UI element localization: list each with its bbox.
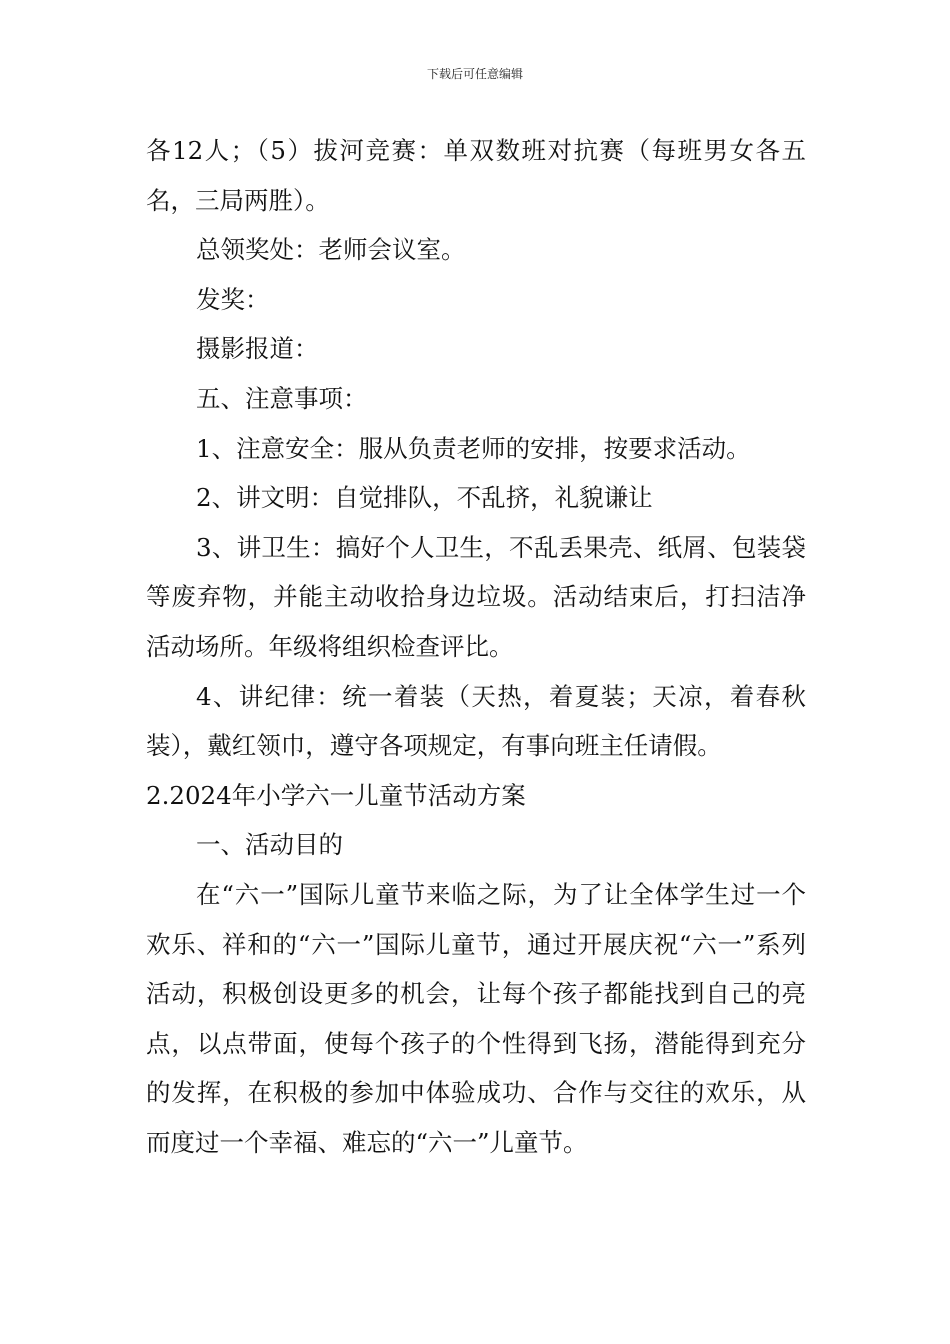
paragraph-purpose-body: 在“六一”国际儿童节来临之际，为了让全体学生过一个欢乐、祥和的“六一”国际儿童节，通过开展庆祝“六一”系列活动，积极创设更多的机会，让每个孩子都能找到自己的亮点，以点带面，使每个孩子的个性得到飞扬，潜能得到充分的发挥，在积极的参加中体验成功、合作与交往的欢乐，从而度过一个幸福、难忘的“六一”儿童节。 xyxy=(146,879,806,1157)
paragraph-award-location: 总领奖处：老师会议室。 xyxy=(196,235,466,265)
note-item-safety: 1、注意安全：服从负责老师的安排，按要求活动。 xyxy=(196,433,751,463)
section-heading-purpose: 一、活动目的 xyxy=(196,830,343,860)
note-item-civility: 2、讲文明：自觉排队，不乱挤，礼貌谦让 xyxy=(196,483,653,513)
document-title-2: 2.2024年小学六一儿童节活动方案 xyxy=(146,780,526,810)
paragraph-award-presenters: 发奖： xyxy=(196,284,270,314)
document-body xyxy=(146,126,806,1167)
paragraph-photo-report: 摄影报道： xyxy=(196,334,319,364)
page-header: 下载后可任意编辑 xyxy=(426,67,523,81)
note-item-hygiene: 3、讲卫生：搞好个人卫生，不乱丢果壳、纸屑、包装袋等废弃物，并能主动收拾身边垃圾。活动结束后，打扫洁净活动场所。年级将组织检查评比。 xyxy=(146,532,806,661)
paragraph-events-continued: 各12人；（5）拔河竞赛：单双数班对抗赛（每班男女各五名，三局两胜）。 xyxy=(146,136,806,215)
section-heading-notes: 五、注意事项： xyxy=(196,383,368,413)
note-item-discipline: 4、讲纪律：统一着装（天热，着夏装；天凉，着春秋装），戴红领巾，遵守各项规定，有事向班主任请假。 xyxy=(146,681,806,761)
